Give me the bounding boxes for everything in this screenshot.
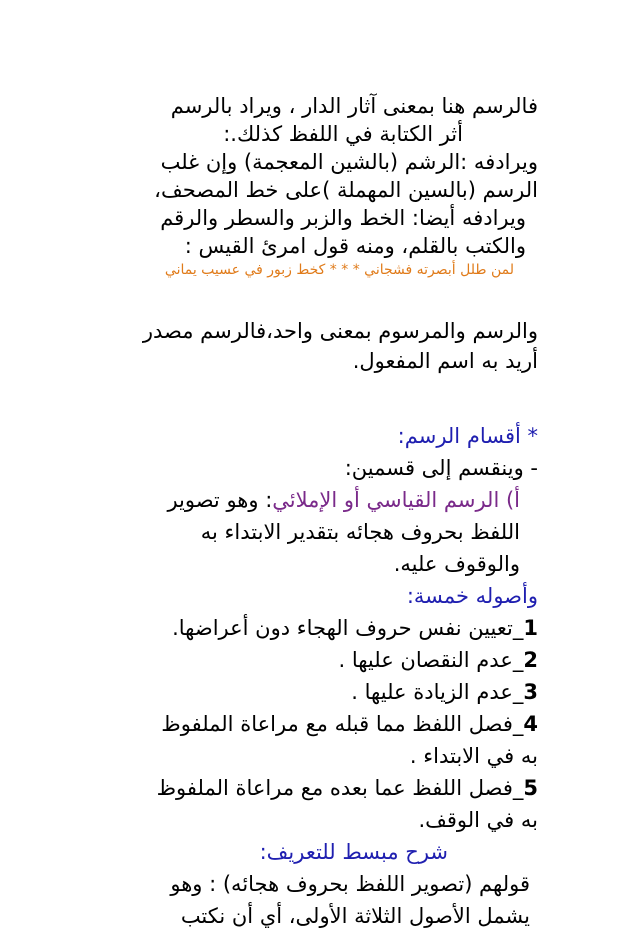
type-rest: : وهو تصوير [167,488,273,512]
principle-text: _عدم الزيادة عليها . [351,680,524,704]
type-label: أ) الرسم القياسي أو الإملائي [272,488,520,512]
principle-text: _فصل اللفظ عما بعده مع مراعاة الملفوظ [156,776,524,800]
principle-item [98,644,538,676]
intro-line: - وينقسم إلى قسمين: [344,456,538,480]
principle-item [98,708,538,740]
principle-text: _تعيين نفس حروف الهجاء دون أعراضها. [172,616,524,640]
text-line: الرسم (بالسين المهملة )على خط المصحف، [154,178,538,202]
explain-heading: شرح مبسط للتعريف: [259,840,448,864]
principle-number: 5 [523,776,538,800]
principle-continuation: به في الوقف. [418,808,538,832]
principle-number: 4 [523,712,538,736]
principle-text: _عدم النقصان عليها . [338,648,524,672]
divisions-section [98,420,538,932]
text-line: والكتب بالقلم، ومنه قول امرئ القيس : [184,234,526,258]
text-line: والرسم والمرسوم بمعنى واحد،فالرسم مصدر [142,319,538,343]
principle-text: _فصل اللفظ مما قبله مع مراعاة الملفوظ [161,712,524,736]
text-line: ويرادفه :الرشم (بالشين المعجمة) وإن غلب [160,150,538,174]
principle-item [98,772,538,804]
text-line: يشمل الأصول الثلاثة الأولى، أي أن نكتب [180,904,530,928]
text-line: اللفظ بحروف هجائه بتقدير الابتداء به [200,520,520,544]
type-definition-line [98,484,538,516]
principle-number: 1 [523,616,538,640]
intro-paragraph [98,92,538,280]
section-heading: * أقسام الرسم: [397,424,538,448]
principle-item [98,612,538,644]
principle-number: 3 [523,680,538,704]
text-line: أريد به اسم المفعول. [352,349,538,373]
definition-paragraph [98,316,538,376]
text-line: والوقوف عليه. [393,552,520,576]
principle-continuation: به في الابتداء . [409,744,538,768]
principles-heading: وأصوله خمسة: [406,584,538,608]
text-line: قولهم (تصوير اللفظ بحروف هجائه) : وهو [170,872,530,896]
text-line: ويرادفه أيضا: الخط والزبر والسطر والرقم [160,206,526,230]
text-line: فالرسم هنا بمعنى آثار الدار ، ويراد بالرسم [170,94,538,118]
text-line: أثر الكتابة في اللفظ كذلك.: [223,122,463,146]
principle-item [98,676,538,708]
principle-number: 2 [523,648,538,672]
poem-verse: لمن طلل أبصرته فشجاني * * * كخط زبور في عسيب يماني [164,262,514,278]
